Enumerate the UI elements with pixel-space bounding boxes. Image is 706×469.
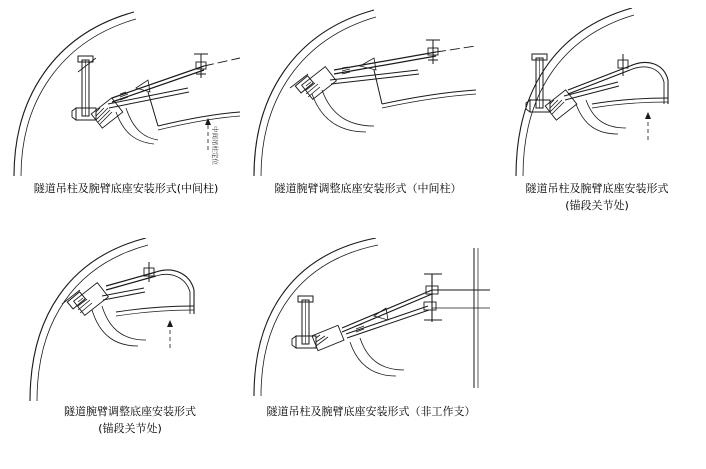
figure-2-caption-line1: 隧道腕臂调整底座安装形式（中间柱） (274, 182, 462, 195)
figure-5-caption-line1: 隧道吊柱及腕臂底座安装形式（非工作支） (266, 405, 476, 418)
figure-5-caption (246, 403, 496, 420)
figure-1-caption (8, 180, 244, 197)
figure-panel-3 (492, 8, 702, 228)
figure-3-drawing (492, 8, 702, 178)
figure-1-caption-line1: 隧道吊柱及腕臂底座安装形式(中间柱) (33, 182, 219, 195)
figure-4-drawing (20, 238, 240, 403)
figure-3-caption-line1: 隧道吊柱及腕臂底座安装形式 (525, 182, 669, 195)
figure-panel-4 (20, 238, 240, 453)
figure-4-caption-line1: 隧道腕臂调整底座安装形式 (64, 405, 196, 418)
figure-5-drawing (246, 238, 496, 398)
figure-1-annotation: 中间吊柱定位 (211, 126, 219, 165)
figure-3-caption-line2: (锚段关节处) (565, 199, 629, 212)
figure-2-caption (250, 180, 486, 197)
figure-4-caption (20, 403, 240, 437)
figure-panel-1 (8, 8, 244, 218)
figure-panel-2 (250, 8, 486, 218)
figure-panel-5 (246, 238, 496, 438)
figure-2-drawing (250, 8, 486, 178)
figure-4-caption-line2: (锚段关节处) (98, 422, 162, 435)
figure-1-drawing (8, 8, 244, 178)
figure-3-caption (492, 180, 702, 214)
